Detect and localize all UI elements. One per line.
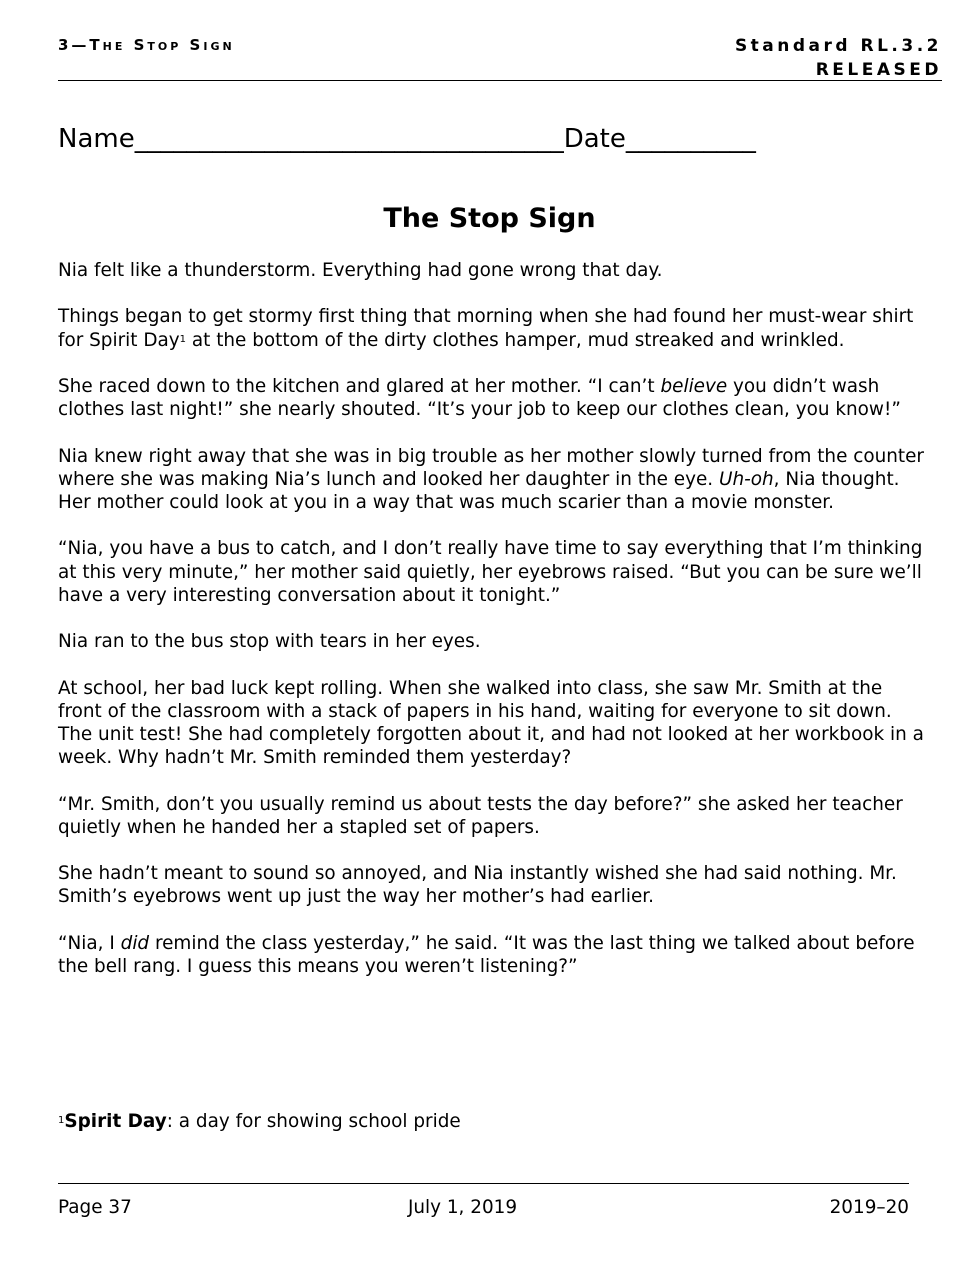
- story-paragraph-4: [58, 445, 928, 515]
- story-paragraph-3: [58, 375, 928, 421]
- story-paragraph-6: Nia ran to the bus stop with tears in her eyes.: [58, 631, 481, 653]
- header-status: RELEASED: [815, 60, 942, 80]
- date-blank: __________: [625, 124, 756, 154]
- story-text: Things began to get stormy first thing that morning when she had found her must-wear shirt for Spirit Day: [58, 306, 914, 351]
- emphasis-text: believe: [660, 375, 728, 397]
- date-label: Date: [563, 124, 626, 154]
- story-paragraph-5: “Nia, you have a bus to catch, and I don’t really have time to say everything that I’m thinking at this very minute,” her mother said quietly, her eyebrows raised. “But you can be sure we’ll have a very interesting conversation about it tonight.”: [58, 538, 923, 606]
- header-title: 3—The Stop Sign: [58, 36, 235, 54]
- story-text: at the bottom of the dirty clothes hamper, mud streaked and wrinkled.: [186, 329, 845, 351]
- story-paragraph-9: She hadn’t meant to sound so annoyed, and Nia instantly wished she had said nothing. Mr. Smith’s eyebrows went up just the way her mother’s had earlier.: [58, 863, 897, 908]
- story-text: , Nia thought. Her mother could look at you in a way that was much scarier than a movie monster.: [58, 468, 900, 513]
- footnote-term: Spirit Day: [64, 1111, 167, 1132]
- story-paragraph-2: [58, 305, 928, 351]
- story-text: remind the class yesterday,” he said. “It was the last thing we talked about before the bell rang. I guess this means you weren’t listening?”: [58, 932, 915, 977]
- story-text: Nia knew right away that she was in big trouble as her mother slowly turned from the counter where she was making Nia’s lunch and looked her daughter in the eye.: [58, 445, 924, 490]
- story-paragraph-8: “Mr. Smith, don’t you usually remind us about tests the day before?” she asked her teacher quietly when he handed her a stapled set of papers.: [58, 793, 903, 838]
- emphasis-text: did: [120, 932, 150, 954]
- story-text: “Nia, I: [58, 932, 121, 954]
- footnote: [58, 1110, 461, 1133]
- footnote-number: 1: [58, 1115, 65, 1126]
- page-number: Page 37: [58, 1197, 132, 1218]
- story-body: [58, 259, 928, 1001]
- footnote-marker: 1: [179, 333, 187, 345]
- footer-divider: [58, 1183, 909, 1184]
- story-paragraph-10: [58, 932, 928, 978]
- story-text: you didn’t wash clothes last night!” she nearly shouted. “It’s your job to keep our clothes clean, you know!”: [58, 375, 901, 421]
- header-standard: [735, 34, 942, 82]
- name-blank: _________________________________: [134, 124, 564, 154]
- name-label: Name: [58, 124, 135, 154]
- story-paragraph-7: At school, her bad luck kept rolling. When she walked into class, she saw Mr. Smith at the front of the classroom with a stack of papers in his hand, waiting for everyone to sit down. The unit test! She had completely forgotten about it, and had not looked at her workbook in a week. Why hadn’t Mr. Smith reminded them yesterday?: [58, 677, 924, 769]
- name-date-line: [58, 124, 942, 154]
- story-text: She raced down to the kitchen and glared at her mother. “I can’t: [58, 375, 661, 397]
- header-standard-code: Standard RL.3.2: [734, 36, 942, 56]
- story-paragraph-1: Nia felt like a thunderstorm. Everything had gone wrong that day.: [58, 260, 663, 281]
- story-title: The Stop Sign: [383, 203, 596, 234]
- emphasis-text: Uh-oh: [719, 468, 774, 490]
- footer-school-year: 2019–20: [829, 1197, 909, 1218]
- page-header: [58, 34, 942, 81]
- footnote-definition: : a day for showing school pride: [166, 1111, 461, 1132]
- footer-date: July 1, 2019: [407, 1197, 518, 1218]
